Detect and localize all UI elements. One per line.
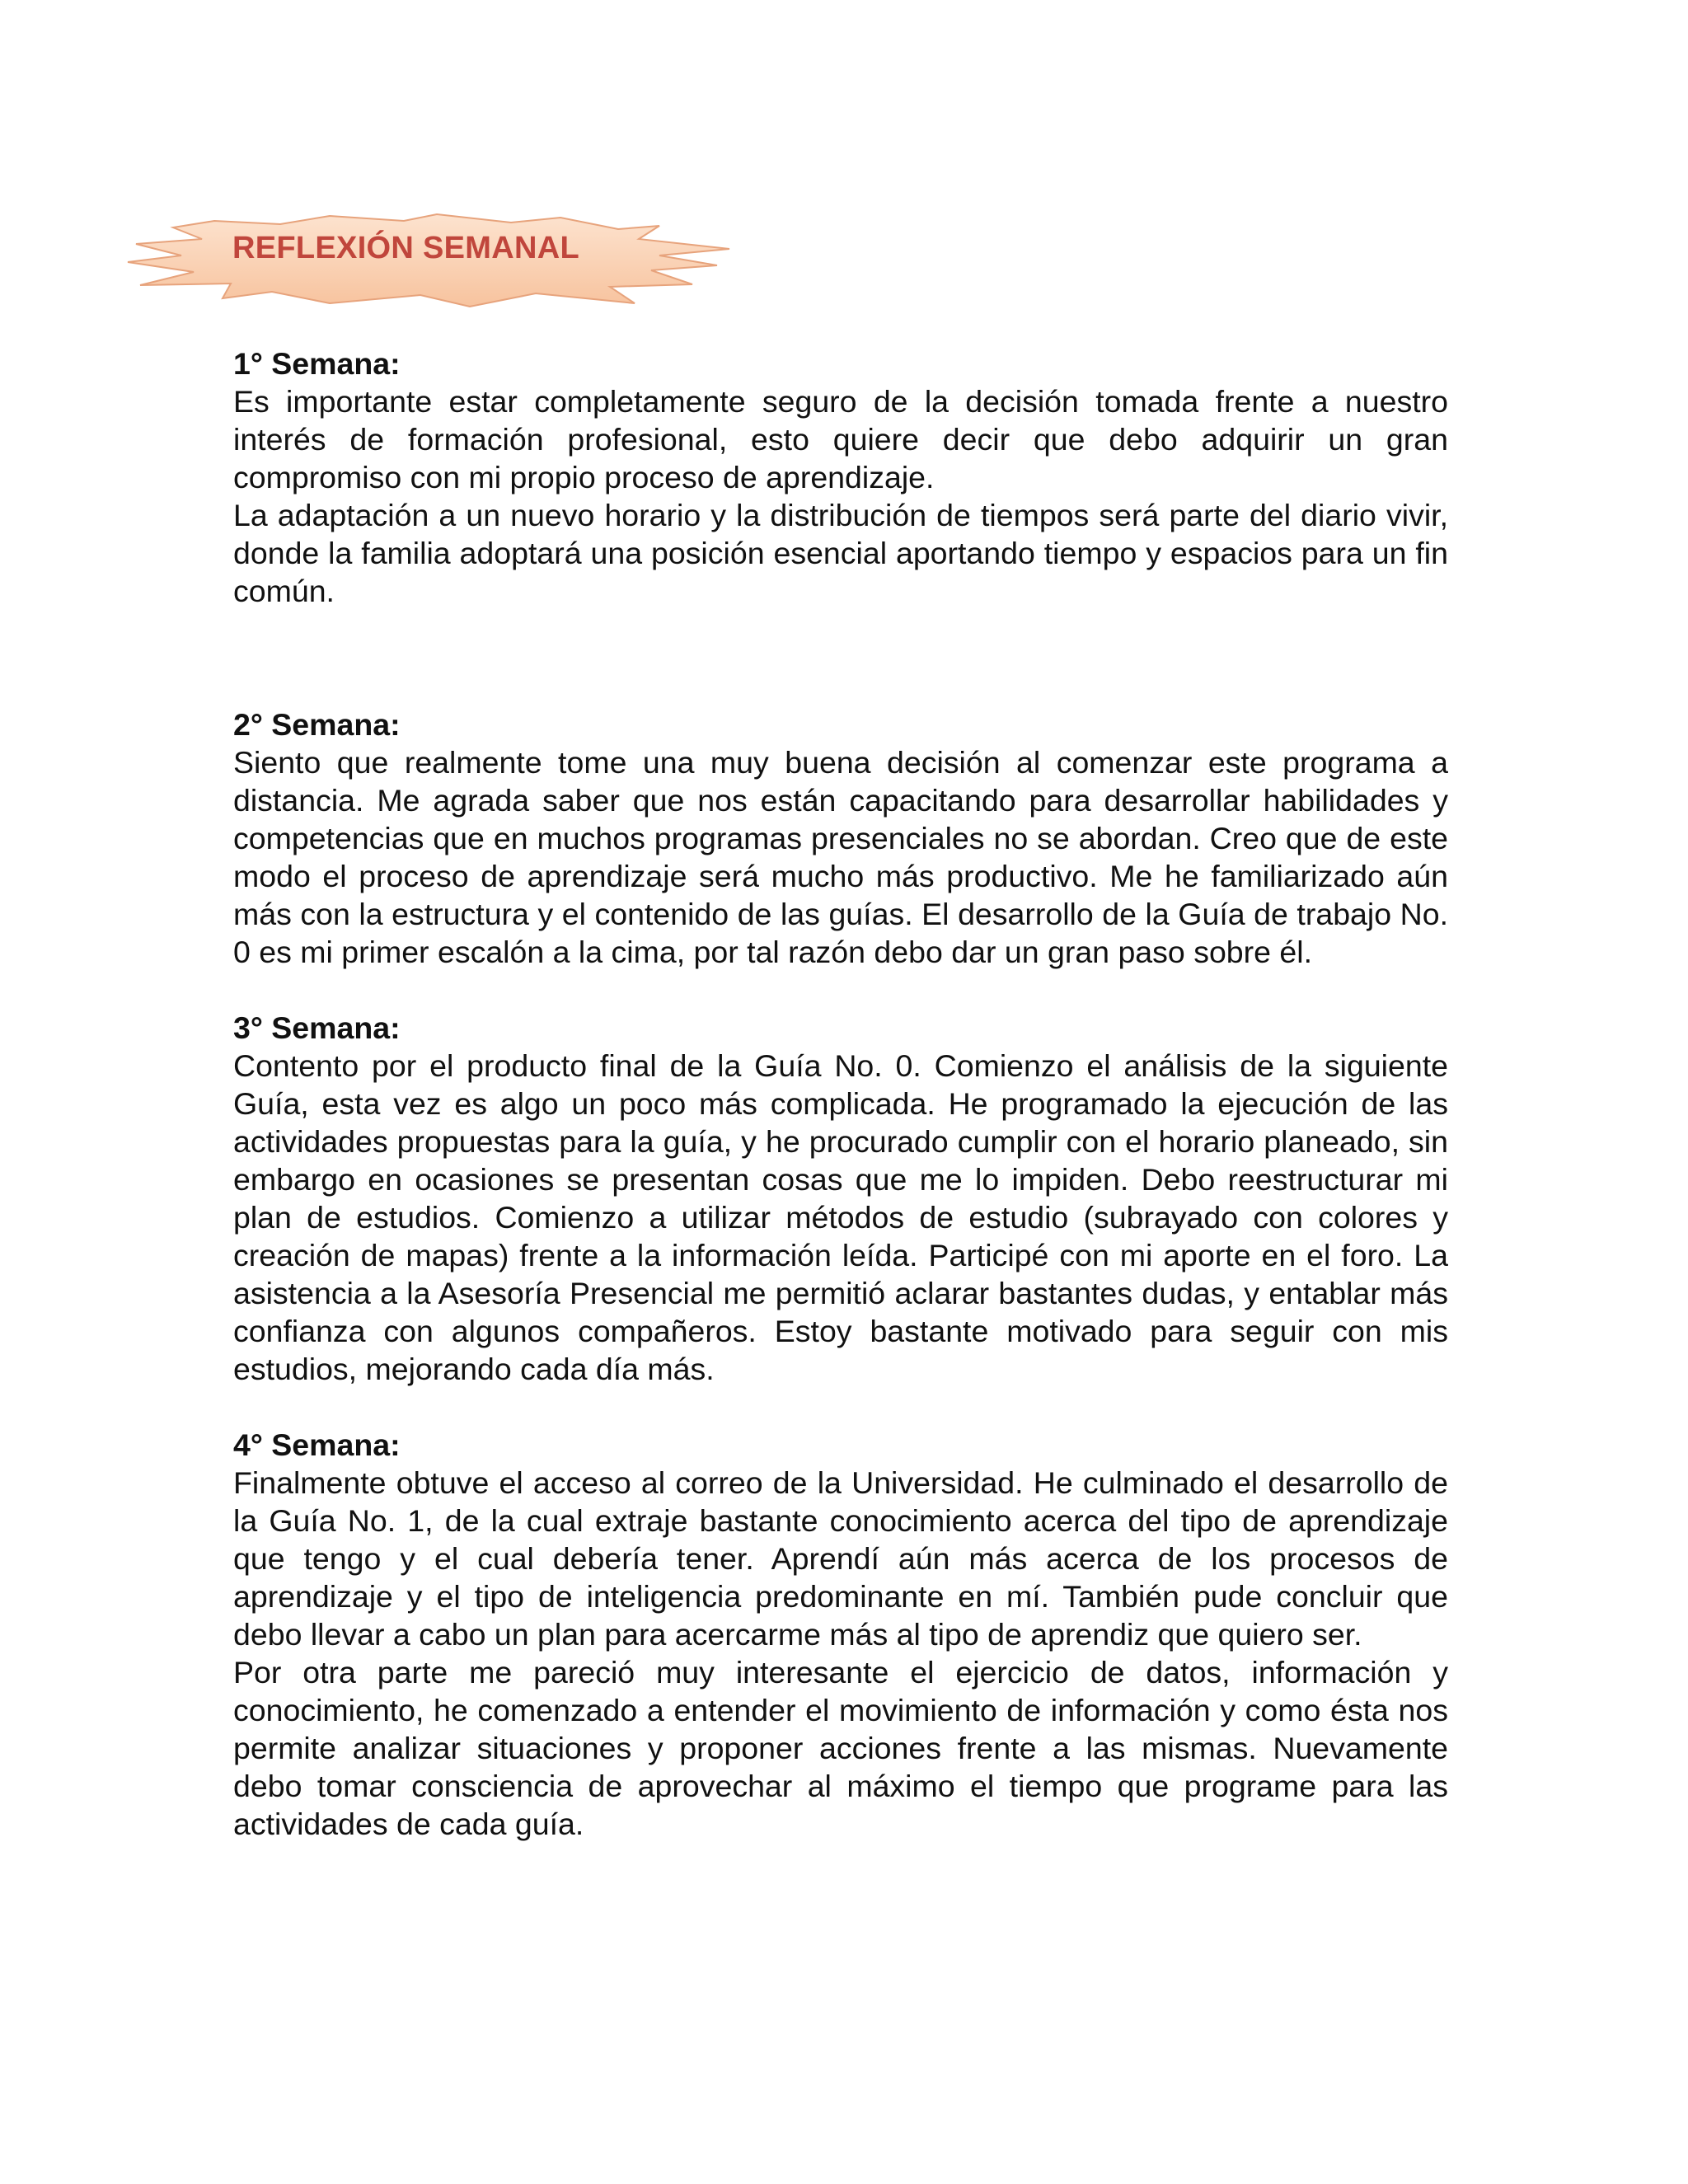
section-banner	[124, 206, 734, 313]
week-4-heading: 4° Semana:	[233, 1427, 401, 1462]
week-3-section	[233, 1009, 1448, 1388]
week-1-paragraph-2: La adaptación a un nuevo horario y la distribución de tiempos será parte del diario vivir, donde la familia adoptará una posición esencial aportando tiempo y espacios para un fin común.	[233, 498, 1448, 608]
week-4-section	[233, 1426, 1448, 1843]
week-3-paragraph-1: Contento por el producto final de la Guía No. 0. Comienzo el análisis de la siguiente Guía, esta vez es algo un poco más complicada. He programado la ejecución de las actividades propuestas para la guía, y he procurado cumplir con el horario planeado, sin embargo en ocasiones se presentan cosas que me lo impiden. Debo reestructurar mi plan de estudios. Comienzo a utilizar métodos de estudio (subrayado con colores y creación de mapas) frente a la información leída. Participé con mi aporte en el foro. La asistencia a la Asesoría Presencial me permitió aclarar bastantes dudas, y entablar más confianza con algunos compañeros. Estoy bastante motivado para seguir con mis estudios, mejorando cada día más.	[233, 1048, 1448, 1386]
week-1-paragraph-1: Es importante estar completamente seguro de la decisión tomada frente a nuestro interés de formación profesional, esto quiere decir que debo adquirir un gran compromiso con mi propio proceso de aprendizaje.	[233, 384, 1448, 494]
section-spacer	[233, 971, 1448, 1009]
document-body	[233, 344, 1448, 1843]
week-2-section	[233, 705, 1448, 971]
section-spacer	[233, 1388, 1448, 1426]
week-2-paragraph-1: Siento que realmente tome una muy buena decisión al comenzar este programa a distancia. Me agrada saber que nos están capacitando para desarrollar habilidades y competencias que en muchos programas presenciales no se abordan. Creo que de este modo el proceso de aprendizaje será mucho más productivo. Me he familiarizado aún más con la estructura y el contenido de las guías. El desarrollo de la Guía de trabajo No. 0 es mi primer escalón a la cima, por tal razón debo dar un gran paso sobre él.	[233, 745, 1448, 969]
week-1-section	[233, 344, 1448, 610]
week-4-paragraph-2: Por otra parte me pareció muy interesante el ejercicio de datos, información y conocimiento, he comenzado a entender el movimiento de información y como ésta nos permite analizar situaciones y proponer acciones frente a las mismas. Nuevamente debo tomar consciencia de aprovechar al máximo el tiempo que programe para las actividades de cada guía.	[233, 1655, 1448, 1841]
section-spacer	[233, 610, 1448, 705]
week-4-paragraph-1: Finalmente obtuve el acceso al correo de la Universidad. He culminado el desarrollo de la Guía No. 1, de la cual extraje bastante conocimiento acerca del tipo de aprendizaje que tengo y el cual debería tener. Aprendí aún más acerca de los procesos de aprendizaje y el tipo de inteligencia predominante en mí. También pude concluir que debo llevar a cabo un plan para acercarme más al tipo de aprendiz que quiero ser.	[233, 1465, 1448, 1652]
banner-title: REFLEXIÓN SEMANAL	[232, 231, 580, 265]
week-1-heading: 1° Semana:	[233, 346, 401, 381]
week-3-heading: 3° Semana:	[233, 1010, 401, 1045]
week-2-heading: 2° Semana:	[233, 707, 401, 742]
